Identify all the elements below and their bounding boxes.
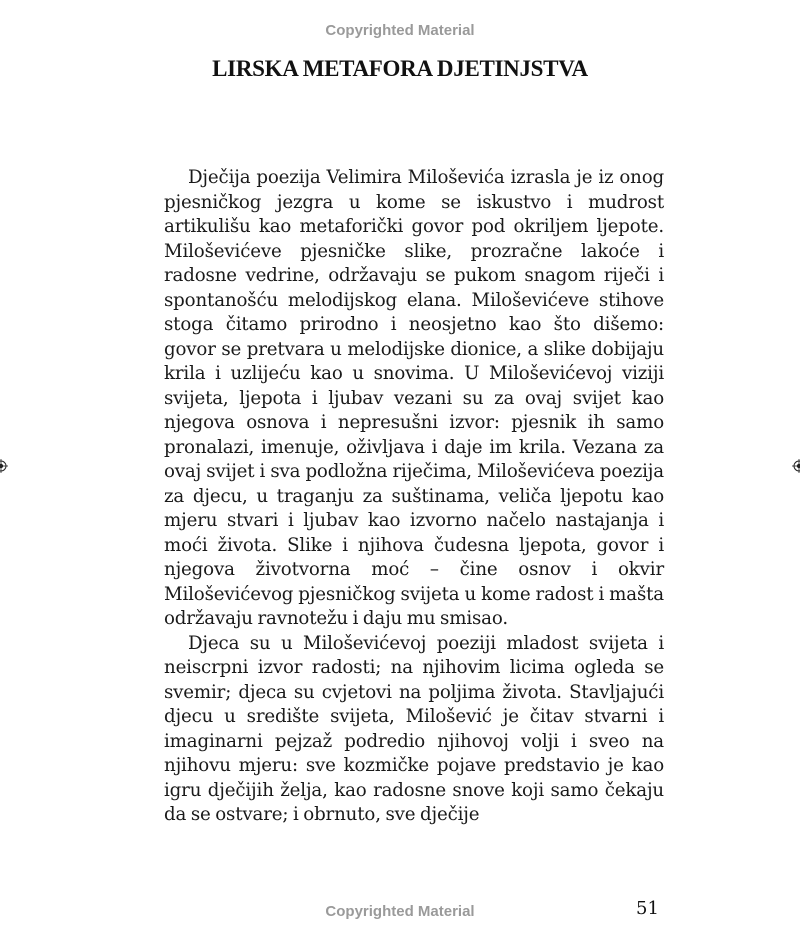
chapter-title: LIRSKA METAFORA DJETINJSTVA [212, 56, 588, 81]
page-number: 51 [636, 898, 659, 919]
paragraph-1: Dječija poezija Velimira Miloševića izrasla je iz onog pjesničkog jezgra u kome se iskustvo i mudrost artikulišu kao metaforički govor pod okriljem ljepote. Miloševićeve pjesničke slike, prozračne lakoće i radosne vedrine, održavaju se pukom snagom riječi i spontanošću melodijskog elana. Miloševićeve stihove stoga čitamo prirodno i neosjetno kao što dišemo: govor se pretvara u melodijske dionice, a slike dobijaju krila i uzlijeću kao u snovima. U Miloševićevoj viziji svijeta, ljepota i ljubav vezani su za ovaj svijet kao njegova osnova i nepresušni izvor: pjesnik ih samo pronalazi, imenuje, oživljava i daje im krila. Vezana za ovaj svijet i sva podložna riječima, Miloševićeva poezija za djecu, u traganju za suštinama, veliča ljepotu kao mjeru stvari i ljubav kao izvorno načelo nastajanja i moći života. Slike i njihova čudesna ljepota, govor i njegova životvorna moć – čine osnov i okvir Miloševićevog pjesničkog svijeta u kome radost i mašta održavaju ravnotežu i daju mu smisao. [164, 167, 664, 629]
copyright-watermark-top: Copyrighted Material [325, 22, 475, 39]
copyright-watermark-bottom: Copyrighted Material [325, 903, 475, 920]
registration-mark-icon [792, 459, 800, 473]
paragraph-2: Djeca su u Miloševićevoj poeziji mladost svijeta i neiscrpni izvor radosti; na njihovim licima ogleda se svemir; djeca su cvjetovi na poljima života. Stavljajući djecu u središte svijeta, Milošević je čitav stvarni i imaginarni pejzaž podredio njihovoj volji i sveo na njihovu mjeru: sve kozmičke pojave predstavio je kao igru dječijih želja, kao radosne snove koji samo čekaju da se ostvare; i obrnuto, sve dječije [164, 632, 664, 825]
body-text [164, 166, 664, 828]
registration-mark-icon [0, 459, 8, 473]
